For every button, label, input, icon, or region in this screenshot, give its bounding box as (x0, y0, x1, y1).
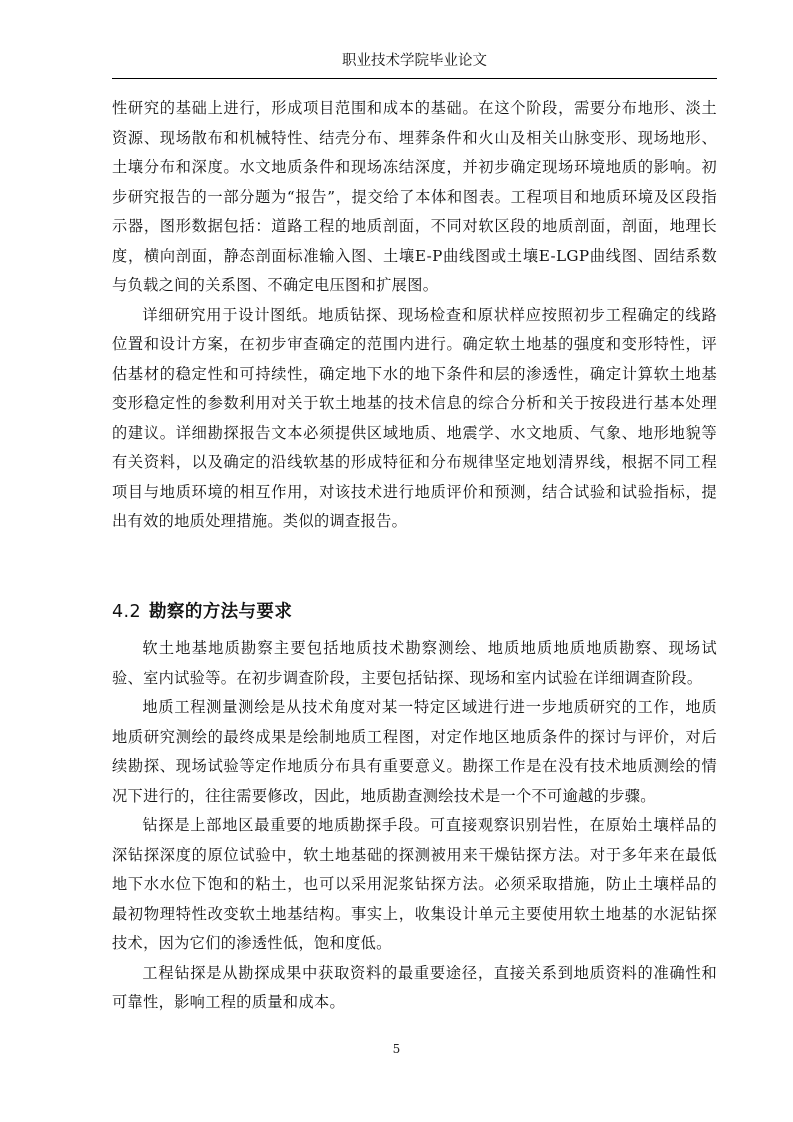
paragraph: 软土地基地质勘察主要包括地质技术勘察测绘、地质地质地质地质勘察、现场试验、室内试验等。在初步调查阶段，主要包括钻探、现场和室内试验在详细调查阶段。 (112, 639, 717, 687)
paragraph: 地质工程测量测绘是从技术角度对某一特定区域进行进一步地质研究的工作，地质地质研究测绘的最终成果是绘制地质工程图，对定作地区地质条件的探讨与评价，对后续勘探、现场试验等定作地质分布具有重要意义。勘探工作是在没有技术地质测绘的情况下进行的，往往需要修改，因此，地质勘查测绘技术是一个不可逾越的步骤。 (112, 698, 717, 805)
section-heading (112, 598, 292, 623)
paragraph: 工程钻探是从勘探成果中获取资料的最重要途径，直接关系到地质资料的准确性和可靠性，影响工程的质量和成本。 (112, 963, 717, 1011)
page-number: 5 (392, 1042, 401, 1056)
paragraph: 性研究的基础上进行，形成项目范围和成本的基础。在这个阶段，需要分布地形、淡土资源、现场散布和机械特性、结壳分布、埋葬条件和火山及相关山脉变形、现场地形、土壤分布和深度。水文地质条件和现场冻结深度，并初步确定现场环境地质的影响。初步研究报告的一部分题为“报告”，提交给了本体和图表。工程项目和地质环境及区段指示器，图形数据包括：道路工程的地质剖面，不同对软区段的地质剖面，剖面，地理长度，横向剖面，静态剖面标准输入图、土壤E-P曲线图或土壤E-LGP曲线图、固结系数与负载之间的关系图、不确定电压图和扩展图。 (112, 99, 717, 294)
section-number: 4.2 (112, 602, 142, 622)
paragraph: 详细研究用于设计图纸。地质钻探、现场检查和原状样应按照初步工程确定的线路位置和设计方案，在初步审查确定的范围内进行。确定软土地基的强度和变形特性，评估基材的稳定性和可持续性，确定地下水的地下条件和层的渗透性，确定计算软土地基变形稳定性的参数利用对关于软土地基的技术信息的综合分析和关于按段进行基本处理的建议。详细勘探报告文本必须提供区域地质、地震学、水文地质、气象、地形地貌等有关资料，以及确定的沿线软基的形成特征和分布规律坚定地划清界线，根据不同工程项目与地质环境的相互作用，对该技术进行地质评价和预测，结合试验和试验指标，提出有效的地质处理措施。类似的调查报告。 (112, 305, 717, 530)
paragraph: 钻探是上部地区最重要的地质勘探手段。可直接观察识别岩性，在原始土壤样品的深钻探深度的原位试验中，软土地基础的探测被用来干燥钻探方法。对于多年来在最低地下水水位下饱和的粘土，也可以采用泥浆钻探方法。必须采取措施，防止土壤样品的最初物理特性改变软土地基结构。事实上，收集设计单元主要使用软土地基的水泥钻探技术，因为它们的渗透性低，饱和度低。 (112, 816, 717, 952)
header-title: 职业技术学院毕业论文 (342, 53, 487, 69)
page-header (112, 44, 717, 79)
section-title: 勘察的方法与要求 (149, 602, 293, 622)
body-section-b (112, 634, 717, 1018)
body-section-a (112, 94, 717, 537)
